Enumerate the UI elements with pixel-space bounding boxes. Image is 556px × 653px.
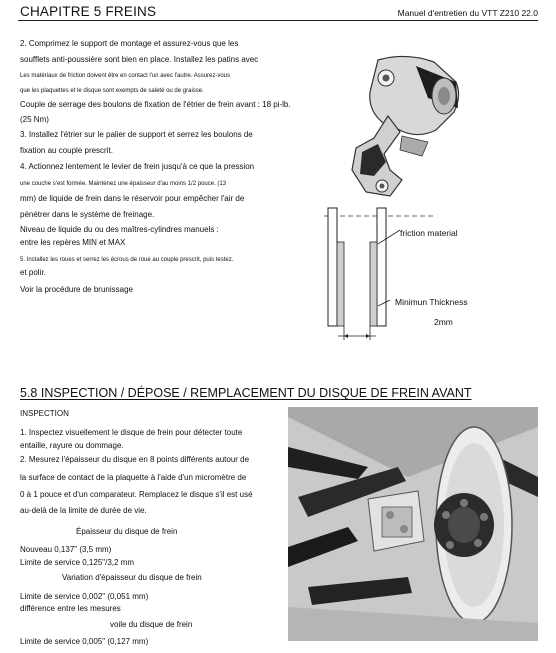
step-line: Niveau de liquide du ou des maîtres-cylindres manuels : [20,225,219,234]
inspection-line: la surface de contact de la plaquette à l'aide d'un micromètre de [20,473,247,482]
spec-value: Limite de service 0,125"/3,2 mm [20,558,134,567]
header-rule [18,20,538,21]
dimension-label: 2mm [434,317,453,327]
inspection-heading: INSPECTION [20,409,69,418]
inspection-line: entaille, rayure ou dommage. [20,441,124,450]
inspection-line: 2. Mesurez l'épaisseur du disque en 8 points différents autour de [20,455,250,464]
inspection-line: 1. Inspectez visuellement le disque de frein pour détecter toute [20,428,243,437]
friction-material-label: friction material [400,228,458,238]
step-line: (25 Nm) [20,115,49,124]
brake-caliper-illustration [316,52,466,202]
chapter-title: CHAPITRE 5 FREINS [20,4,157,19]
spec-value: différence entre les mesures [20,604,121,613]
spec-title: Épaisseur du disque de frein [76,527,178,536]
section-title: 5.8 INSPECTION / DÉPOSE / REMPLACEMENT DU DISQUE DE FREIN AVANT [20,386,472,400]
step-line: 4. Actionnez lentement le levier de frein jusqu'à ce que la pression [20,162,255,171]
step-line: Couple de serrage des boulons de fixation de l'étrier de frein avant : 18 pi-lb. [20,100,291,109]
step-line: entre les repères MIN et MAX [20,238,126,247]
pad-thickness-diagram [316,200,516,350]
step-line: soufflets anti-poussière sont bien en place. Installez les patins avec [20,55,259,64]
brake-disc-photo-drawing [288,407,538,641]
step-line: 5. Installez les roues et serrez les écrous de roue au couple prescrit, puis testez. [20,257,234,263]
inspection-line: au-delà de la limite de durée de vie. [20,506,147,515]
step-line: pénétrer dans le système de freinage. [20,210,155,219]
step-line: 3. Installez l'étrier sur le palier de support et serrez les boulons de [20,130,253,139]
step-line: mm) de liquide de frein dans le réservoir pour empêcher l'air de [20,194,245,203]
step-line: une couche s'est formée. Maintenez une épaisseur d'au moins 1/2 pouce. (13 [20,181,227,187]
step-line: 2. Comprimez le support de montage et assurez-vous que les [20,39,239,48]
spec-value: Limite de service 0,002" (0,051 mm) [20,592,149,601]
spec-title: voile du disque de frein [110,620,193,629]
step-line: Les matériaux de friction doivent être en contact l'un avec l'autre. Assurez-vous [20,73,231,79]
step-line: et polir. [20,268,46,277]
manual-title: Manuel d'entretien du VTT Z210 22.0 [397,8,538,18]
brake-disc-photo [288,407,538,641]
step-line: Voir la procédure de brunissage [20,285,133,294]
step-line: fixation au couple prescrit. [20,146,113,155]
inspection-line: 0 à 1 pouce et d'un comparateur. Remplacez le disque s'il est usé [20,490,253,499]
step-line: que les plaquettes et le disque sont exempts de saleté ou de graisse. [20,88,204,94]
min-thickness-label: Minimun Thickness [395,297,468,307]
spec-title: Variation d'épaisseur du disque de frein [62,573,202,582]
spec-value: Limite de service 0,005" (0,127 mm) [20,637,149,646]
spec-value: Nouveau 0,137" (3,5 mm) [20,545,112,554]
